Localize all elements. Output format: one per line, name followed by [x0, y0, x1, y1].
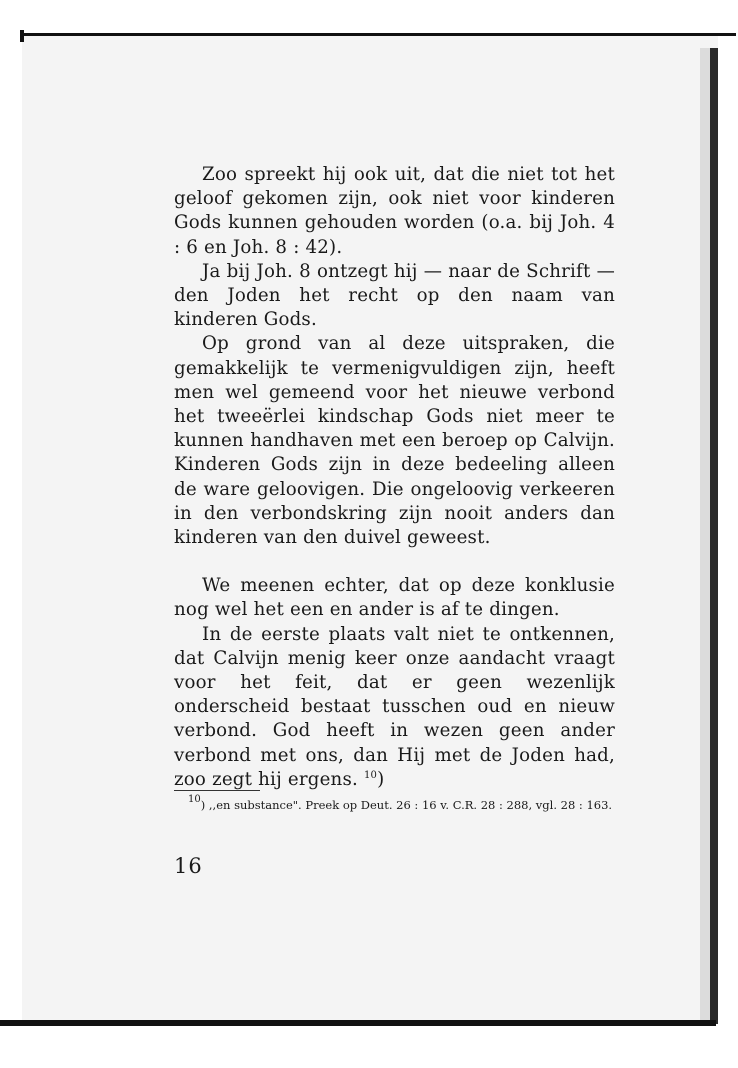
- body-text: [174, 163, 615, 792]
- paragraph-1: Zoo spreekt hij ook uit, dat die niet tot het geloof gekomen zijn, ook niet voor kinderen Gods kunnen gehouden worden (o.a. bij Joh. 4 : 6 en Joh. 8 : 42).: [174, 164, 615, 258]
- paragraph-5: In de eerste plaats valt niet te ontkennen, dat Calvijn menig keer onze aandacht vraagt voor het feit, dat er geen wezenlijk onderscheid bestaat tusschen oud en nieuw verbond. God heeft in wezen geen ander verbond met ons, dan Hij met de Joden had, zoo zegt hij ergens. $^{10}$): [174, 623, 615, 790]
- paragraph-3: Op grond van al deze uitspraken, die gemakkelijk te vermenigvuldigen zijn, heeft men wel gemeend voor het nieuwe verbond het tweeërlei kindschap Gods niet meer te kunnen handhaven met een beroep op Calvijn. Kinderen Gods zijn in deze bedeeling alleen de ware geloovigen. Die ongeloovig verkeeren in den verbondskring zijn nooit anders dan kinderen van den duivel geweest.: [174, 333, 615, 549]
- page-corner-mark: [20, 30, 24, 42]
- paragraph-4: We meenen echter, dat op deze konklusie nog wel het een en ander is af te dingen.: [174, 575, 615, 621]
- page-right-edge: [710, 48, 718, 1024]
- footnote-divider: [174, 790, 260, 791]
- footnote-text: ,,en substance". Preek op Deut. 26 : 16 v. C.R. 28 : 288, vgl. 28 : 163.: [208, 798, 613, 812]
- footnote-number: 10: [188, 794, 201, 805]
- paragraph-2: Ja bij Joh. 8 ontzegt hij — naar de Schrift — den Joden het recht op den naam van kinderen Gods.: [174, 260, 615, 331]
- page-bottom-edge: [0, 1020, 716, 1026]
- footnote: [174, 794, 615, 813]
- page-right-shadow: [700, 48, 710, 1024]
- footnote-marker: $^{10}$): [188, 794, 206, 812]
- paragraph-5-text: In de eerste plaats valt niet te ontkennen, dat Calvijn menig keer onze aandacht vraagt voor het feit, dat er geen wezenlijk onderscheid bestaat tusschen oud en nieuw verbond. God heeft in wezen geen ander verbond met ons, dan Hij met de Joden had, zoo zegt hij ergens.: [174, 623, 615, 790]
- page-number: 16: [174, 854, 203, 878]
- footnote-reference: 10: [363, 769, 378, 781]
- page-top-edge: [22, 33, 736, 36]
